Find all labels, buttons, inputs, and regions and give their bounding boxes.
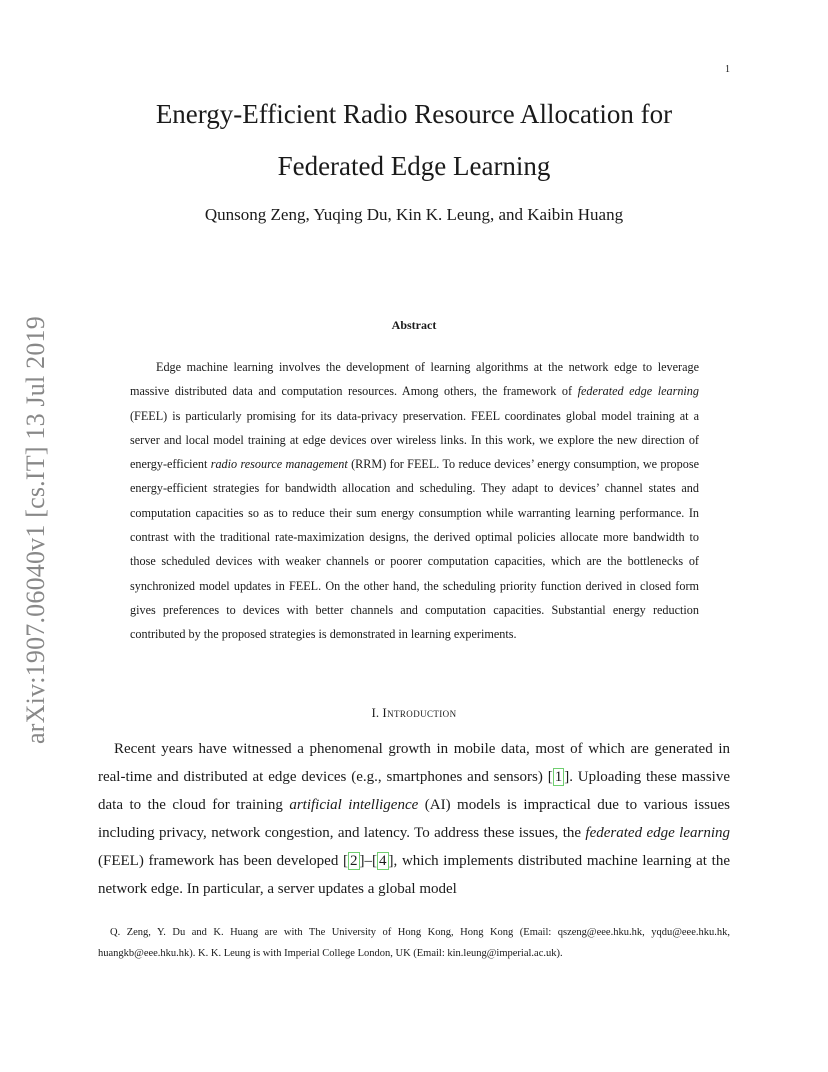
section-title: Introduction [382, 705, 457, 720]
footnote [98, 922, 730, 964]
intro-emphasis: artificial intelligence [289, 797, 419, 813]
abstract-emphasis: radio resource management [210, 457, 348, 472]
intro-emphasis: federated edge learning [585, 825, 730, 841]
abstract-body [130, 355, 699, 647]
introduction-body [98, 735, 730, 903]
page-number: 1 [725, 64, 730, 75]
intro-paragraph [98, 735, 730, 903]
intro-text: ]–[ [359, 853, 378, 869]
section-heading [0, 705, 828, 721]
citation-link[interactable]: 2 [350, 853, 358, 869]
intro-text: ]. Uploading these massive data to the cloud for training [98, 769, 730, 813]
abstract-heading: Abstract [391, 318, 437, 332]
abstract-emphasis: federated edge learning [577, 384, 699, 399]
title-line-2: Federated Edge Learning [277, 151, 551, 181]
abstract-text: (FEEL) is particularly promising for its data-privacy preservation. FEEL coordinates global model training at a server and local model training at edge devices over wireless links. In this work, we explore the new direction of energy-efficient [130, 408, 699, 472]
abstract-text: (RRM) for FEEL. To reduce devices’ energy consumption, we propose energy-efficient strategies for bandwidth allocation and scheduling. They adapt to devices’ channel states and computation capacities so as to reduce their sum energy consumption while warranting learning performance. In contrast with the traditional rate-maximization designs, the derived optimal policies allocate more bandwidth to those scheduled devices with weaker channels or poorer computation capacities, which are the bottlenecks of synchronized model updates in FEEL. On the other hand, the scheduling priority function derived in closed form gives preferences to devices with better channels and computation capacities. Substantial energy reduction contributed by the proposed strategies is demonstrated in learning experiments. [130, 457, 699, 642]
arxiv-watermark: arXiv:1907.06040v1 [cs.IT] 13 Jul 2019 [21, 316, 50, 744]
section-number: I. [371, 705, 380, 720]
paper-title [0, 88, 828, 192]
intro-text: (AI) models is impractical due to various issues including privacy, network congestion, and latency. To address these issues, the [98, 797, 731, 841]
footnote-text: Q. Zeng, Y. Du and K. Huang are with The University of Hong Kong, Hong Kong (Email: qszeng@eee.hku.hk, yqdu@eee.hku.hk, huangkb@eee.hku.hk). K. K. Leung is with Imperial College London, UK (Email: kin.leung@imperial.ac.uk). [98, 927, 730, 959]
intro-text: ], which implements distributed machine learning at the network edge. In particular, a server updates a global model [98, 853, 730, 897]
abstract-text: Edge machine learning involves the development of learning algorithms at the network edge to leverage massive distributed data and computation resources. Among others, the framework of [130, 360, 699, 399]
title-line-1: Energy-Efficient Radio Resource Allocation for [155, 99, 673, 129]
abstract-paragraph [130, 355, 699, 647]
intro-text: Recent years have witnessed a phenomenal growth in mobile data, most of which are generated in real-time and distributed at edge devices (e.g., smartphones and sensors) [ [98, 741, 730, 785]
citation-link[interactable]: 1 [554, 769, 563, 785]
intro-text: (FEEL) framework has been developed [ [98, 853, 349, 869]
author-list: Qunsong Zeng, Yuqing Du, Kin K. Leung, and Kaibin Huang [204, 205, 624, 224]
citation-link[interactable]: 4 [379, 853, 387, 869]
